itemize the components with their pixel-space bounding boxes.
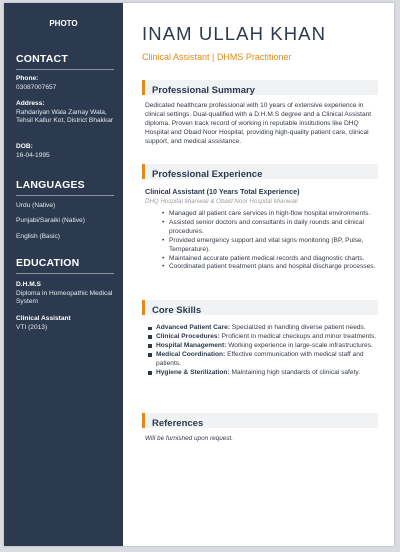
experience-bullet: • Maintained accurate patient medical records and diagnostic charts. [164,255,384,264]
language-item: Punjabi/Saraiki (Native) [16,217,85,224]
experience-bullet: • Provided emergency support and vital signs monitoring (BP, Pulse, Temperature). [164,237,384,255]
education-degree: D.H.M.S [16,281,41,288]
contact-dob [16,143,116,160]
education-detail: Diploma in Homeopathic Medical System [16,289,113,306]
experience-bullet: • Assisted senior doctors and consultants in daily rounds and clinical procedures. [164,219,384,237]
dob-label: DOB: [16,143,33,150]
summary-text: Dedicated healthcare professional with 10 years of extensive experience in clinical settings. Dual-qualified with a D.H.M.S degree and a Clinical Assistant diploma. Proven track record of working in reputable institutions like DHQ Hospital and Obaid Noor Hospital, providing high-quality patient care, clinical support, and medical assistance. [145,102,372,145]
skills-section-header [142,300,378,315]
phone-value: 03087007657 [16,83,57,91]
resume-page [4,3,394,546]
skills-list [148,324,384,377]
dob-value: 16-04-1995 [16,151,50,159]
language-item: English (Basic) [16,233,60,240]
contact-phone [16,75,116,92]
sidebar [4,3,123,546]
skill-name: Hygiene & Sterilization: [156,368,230,376]
address-value: Rahdariyan Wala Zamay Wala, Tehsil Kallur Kot, District Bhakkar [16,108,114,125]
languages-heading: LANGUAGES [16,179,114,196]
job-subtitle: Clinical Assistant | DHMS Practitioner [142,52,292,62]
skill-desc: Maintaining high standards of clinical safety. [231,368,361,376]
person-name: INAM ULLAH KHAN [142,23,327,44]
skill-item [148,324,384,333]
references-heading: References [152,418,204,429]
experience-list [164,210,384,272]
skill-item [148,351,384,369]
phone-label: Phone: [16,75,39,82]
experience-bullet: • Managed all patient care services in high-flow hospital environments. [164,210,384,219]
experience-bullet: • Coordinated patient treatment plans and hospital discharge processes. [164,263,384,272]
contact-address [16,100,116,126]
skill-desc: Effective communication with medical staff and patients. [156,350,364,367]
photo-placeholder: PHOTO [49,19,78,28]
skill-desc: Specialized in handling diverse patient needs. [231,324,366,331]
education-heading: EDUCATION [16,257,114,274]
job-places: DHQ Hospital Mianwali & Obaid Noor Hospital Mianwali [145,198,298,205]
skill-name: Hospital Management: [156,341,227,349]
education-item [16,315,116,332]
references-text: Will be furnished upon request. [145,435,234,442]
summary-heading: Professional Summary [152,85,255,96]
language-item: Urdu (Native) [16,202,56,209]
skill-item [148,342,384,351]
skill-item [148,333,384,342]
skill-desc: Proficient in medical checkups and minor treatments. [221,332,377,340]
skill-desc: Working experience in large-scale infrastructures. [228,341,373,349]
education-detail: VTI (2013) [16,323,48,331]
experience-section-header [142,164,378,179]
skill-name: Medical Coordination: [156,350,226,358]
skills-heading: Core Skills [152,305,202,316]
contact-heading: CONTACT [16,53,114,70]
skill-name: Advanced Patient Care: [156,324,231,331]
skill-item [148,369,384,378]
experience-heading: Professional Experience [152,169,263,180]
education-degree: Clinical Assistant [16,315,71,322]
references-section-header [142,413,378,428]
address-label: Address: [16,100,45,107]
summary-section-header [142,80,378,95]
education-item [16,281,116,307]
job-title: Clinical Assistant (10 Years Total Experience) [145,187,300,196]
skill-name: Clinical Procedures: [156,332,220,340]
